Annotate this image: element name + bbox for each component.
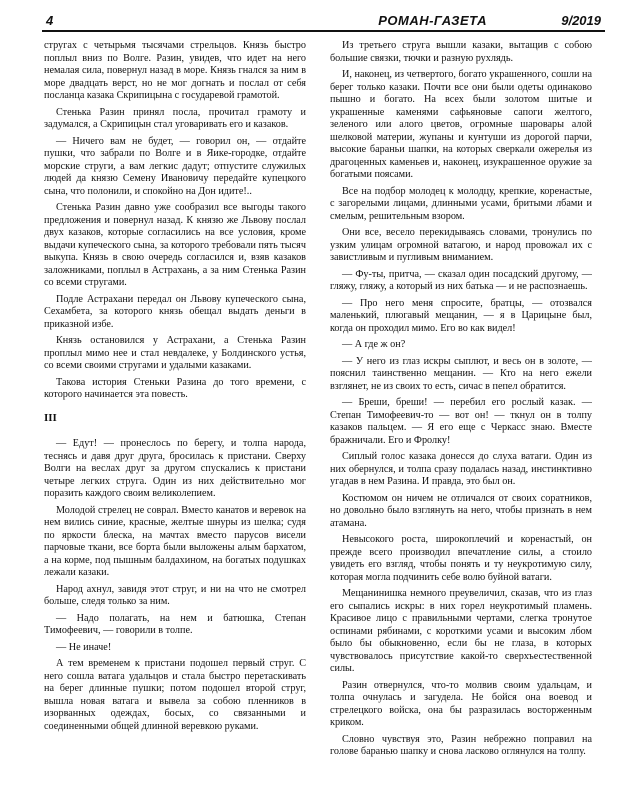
paragraph: Костюмом он ничем не отличался от своих соратников, но довольно было взглянуть на него, чтобы признать в нем атамана. [330, 492, 592, 529]
paragraph: Подле Астрахани передал он Львову купеческого сына, Сехамбета, за которого князь обещал выдать деньги в приказной избе. [44, 293, 306, 330]
paragraph: И, наконец, из четвертого, богато украшенного, сошли на берег только казаки. Почти все они были одеты одинаково пышно и богато. На всех были золотом шитые и украшенные каменями сафьяновые сапоги желтого, зеленого или алого цветов, огромные шаровары алой шелковой материи, жупаны и кунтуши из дорогой парчи, высокие бараньи шапки, на которых сверкали ожерелья из драгоценных каменьев и, наконец, изукрашенное оружие за богатыми поясами. [330, 69, 592, 180]
paragraph: — Едут! — пронеслось по берегу, и толпа народа, теснясь и давя друг друга, бросилась к пристани. Сверху Волги на веслах друг за другом спускались к пристани четыре легких струга. Один из них действительно мог поразить каждого своим великолепием. [44, 438, 306, 499]
paragraph: — Ничего вам не будет, — говорил он, — отдайте пушки, что забрали по Волге и в Яике-городке, отдайте морские струги, а вам легкис дадут; отпустите служилых людей да князю Семену Ивановичу передайте купецкого сына, что полонили, и спокойно на Дон идите!.. [44, 135, 306, 197]
paragraph: Молодой стрелец не соврал. Вместо канатов и веревок на нем вились синие, красные, желтые шнуры из шелка; судя по яркости блеска, на мачтах вместо парусов висели парчовые ткани, все борта были выложены алым бархатом, а на корме, под пышным балдахином, на богатых подушках лежали казаки. [44, 504, 306, 578]
paragraph: Стенька Разин принял посла, прочитал грамоту и задумался, а Скрипицын стал уговаривать его и казаков. [44, 106, 306, 130]
paragraph: — Бреши, бреши! — перебил его рослый казак. — Степан Тимофеевич-то — вот он! — ткнул он в толпу казаков пальцем. — Я его еще с Черкасс знаю. Вместе бражничали. Его и Фролку! [330, 397, 592, 446]
paragraph: Такова история Стеньки Разина до того времени, с которого начинается эта повесть. [44, 376, 306, 400]
issue-number: 9/2019 [561, 13, 601, 28]
paragraph: — А где ж он? [342, 339, 406, 350]
paragraph: Они все, весело перекидываясь словами, тронулись по узким улицам огромной ватагою, и народ провожал их с завистливым и пугливым вниманием. [330, 227, 592, 263]
paragraph: Разин отвернулся, что-то молвив своим удальцам, и толпа очнулась и загудела. Не бойся она воевод и стрелецкого войска, она бы разразилась восторженным криком. [330, 679, 592, 728]
paragraph: — Надо полагать, на нем и батюшка, Степан Тимофеевич, — говорили в толпе. [44, 612, 306, 636]
running-header [42, 10, 605, 32]
paragraph: — У него из глаз искры сыплют, и весь он в золоте, — пояснил таинственно мещанин. — Кто на него ежели взглянет, не из своих то есть, сичас в пепел обратится. [330, 355, 592, 392]
paragraph: Мещанинишка немного преувеличил, сказав, что из глаз его сыпались искры: в них горел неукротимый пламень. Красивое лицо с правильными чертами, слегка тронутое оспинами рябинами, с короткими усами и высоким лбом было бы обыкновенно, если бы не глаза, в которых чувствовалось присутствие какой-то сверхъестественной силы. [330, 588, 592, 674]
right-column [330, 40, 592, 763]
paragraph: Из третьего струга вышли казаки, вытащив с собою большие связки, тючки и разную рухлядь. [330, 40, 592, 64]
paragraph: Сиплый голос казака донесся до слуха ватаги. Один из них обернулся, и толпа сразу подалась назад, инстинктивно угадав в нем Разина. И правда, это был он. [330, 451, 592, 487]
paragraph: Невысокого роста, широкоплечий и коренастый, он прежде всего производил впечатление силы, а стоило увидеть его взгляд, чтобы понять и ту неукротимую силу, которая могла подчинить себе волю буйной ватаги. [330, 534, 592, 583]
paragraph: — Фу-ты, притча, — сказал один посадский другому, — гляжу, гляжу, а который из них батька — и не распознаешь. [330, 268, 592, 292]
journal-title: РОМАН-ГАЗЕТА [378, 13, 487, 28]
paragraph: А тем временем к пристани подошел первый струг. С него сошла ватага удальцов и стала быстро перетаскивать на берег длинные пушки; потом подошел второй струг, вышла новая ватага и вывела за собою пленников в изорванных одеждах, босых, со связанными и соединенными общей длинной веревкою руками. [44, 658, 306, 732]
header-rule [42, 30, 605, 32]
paragraph: — Про него меня спросите, братцы, — отозвался маленький, плюгавый мещанин, — я в Царицыне был, когда он проходил мимо. Его во как видел! [330, 297, 592, 334]
paragraph: Стенька Разин давно уже сообразил все выгоды такого предложения и повернул назад. К князю же Львову послал двух казаков, которые согласились на все условия, кроме выдачи купеческого сына, за которого требовали пять тысяч выкупа. Князь в свою очередь согласился и, взяв казаков заложниками, поплыл в Астрахань, а за ним Стенька Разин со всеми стругами. [44, 202, 306, 288]
paragraph: Все на подбор молодец к молодцу, крепкие, коренастые, с загорелыми лицами, длинными усами, бритыми лбами и смелым, решительным взором. [330, 185, 592, 222]
paragraph: — Не иначе! [56, 641, 112, 653]
left-column [44, 40, 306, 737]
page-number: 4 [46, 13, 54, 28]
paragraph: Народ ахнул, завидя этот струг, и ни на что не смотрел больше, следя только за ним. [44, 583, 306, 607]
paragraph: стругах с четырьмя тысячами стрельцов. Князь быстро поплыл вниз по Волге. Разин, увидев, что идет на него немалая сила, повернул назад в море. Князь гнался за ним в море двадцать верст, но не мог догнать и послал от себя посланца казака Скрипицына с государевой грамотой. [44, 40, 306, 101]
paragraph: Князь остановился у Астрахани, а Стенька Разин проплыл мимо нее и стал невдалеке, у Болдинского устья, со всеми своими стругами и удалыми казаками. [44, 335, 306, 371]
section-heading: III [44, 411, 57, 424]
paragraph: Словно чувствуя это, Разин небрежно поправил на голове баранью шапку и снова ласково оглянулся на толпу. [330, 733, 592, 757]
